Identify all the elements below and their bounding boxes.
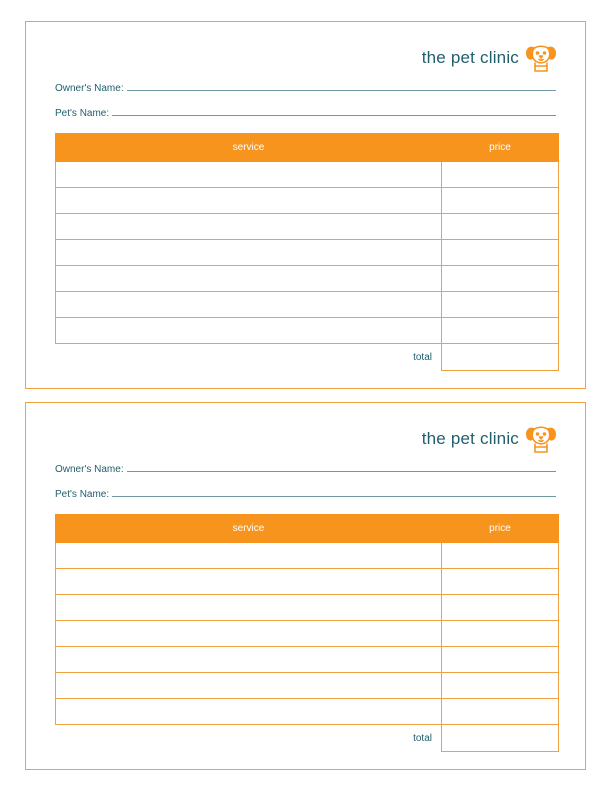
price-cell[interactable] bbox=[442, 543, 559, 569]
dog-icon bbox=[523, 421, 559, 457]
table-row bbox=[56, 543, 559, 569]
table-row bbox=[56, 595, 559, 621]
service-cell[interactable] bbox=[56, 188, 442, 214]
service-cell[interactable] bbox=[56, 569, 442, 595]
invoice-card-2 bbox=[25, 402, 586, 770]
brand-name: the pet clinic bbox=[421, 48, 519, 67]
invoice-card-1 bbox=[25, 21, 586, 389]
price-cell[interactable] bbox=[442, 266, 559, 292]
brand-header bbox=[422, 40, 559, 76]
pet-name-row bbox=[55, 108, 556, 119]
price-cell[interactable] bbox=[442, 214, 559, 240]
price-cell[interactable] bbox=[442, 569, 559, 595]
table-row bbox=[56, 292, 559, 318]
service-cell[interactable] bbox=[56, 647, 442, 673]
service-cell[interactable] bbox=[56, 543, 442, 569]
owner-name-row bbox=[55, 83, 556, 94]
service-cell[interactable] bbox=[56, 699, 442, 725]
service-cell[interactable] bbox=[56, 595, 442, 621]
price-cell[interactable] bbox=[442, 595, 559, 621]
service-cell[interactable] bbox=[56, 162, 442, 188]
price-cell[interactable] bbox=[442, 647, 559, 673]
pet-name-row bbox=[55, 489, 556, 500]
table-row bbox=[56, 621, 559, 647]
owner-name-label: Owner's Name: bbox=[55, 464, 124, 475]
service-cell[interactable] bbox=[56, 266, 442, 292]
table-row bbox=[56, 266, 559, 292]
owner-name-field[interactable] bbox=[127, 471, 556, 472]
price-cell[interactable] bbox=[442, 292, 559, 318]
price-cell[interactable] bbox=[442, 318, 559, 344]
pet-name-field[interactable] bbox=[112, 115, 556, 116]
dog-icon bbox=[523, 40, 559, 76]
service-cell[interactable] bbox=[56, 292, 442, 318]
price-cell[interactable] bbox=[442, 240, 559, 266]
price-column-header: price bbox=[442, 515, 559, 543]
total-value-cell[interactable] bbox=[442, 344, 559, 371]
total-label: total bbox=[56, 344, 442, 371]
owner-name-label: Owner's Name: bbox=[55, 83, 124, 94]
price-cell[interactable] bbox=[442, 673, 559, 699]
owner-name-field[interactable] bbox=[127, 90, 556, 91]
table-row bbox=[56, 162, 559, 188]
service-cell[interactable] bbox=[56, 673, 442, 699]
price-cell[interactable] bbox=[442, 621, 559, 647]
total-row bbox=[56, 725, 559, 752]
table-row bbox=[56, 318, 559, 344]
price-cell[interactable] bbox=[442, 699, 559, 725]
service-cell[interactable] bbox=[56, 318, 442, 344]
service-column-header: service bbox=[56, 515, 442, 543]
table-row bbox=[56, 240, 559, 266]
table-row bbox=[56, 673, 559, 699]
price-column-header: price bbox=[442, 134, 559, 162]
table-row bbox=[56, 699, 559, 725]
service-cell[interactable] bbox=[56, 621, 442, 647]
total-label: total bbox=[56, 725, 442, 752]
pet-name-label: Pet's Name: bbox=[55, 108, 110, 119]
owner-name-row bbox=[55, 464, 556, 475]
pet-name-label: Pet's Name: bbox=[55, 489, 110, 500]
pet-name-field[interactable] bbox=[112, 496, 556, 497]
table-row bbox=[56, 569, 559, 595]
service-table bbox=[55, 133, 559, 371]
service-table bbox=[55, 514, 559, 752]
table-row bbox=[56, 647, 559, 673]
table-row bbox=[56, 188, 559, 214]
total-value-cell[interactable] bbox=[442, 725, 559, 752]
brand-name: the pet clinic bbox=[421, 429, 519, 448]
service-cell[interactable] bbox=[56, 240, 442, 266]
table-row bbox=[56, 214, 559, 240]
total-row bbox=[56, 344, 559, 371]
service-column-header: service bbox=[56, 134, 442, 162]
service-cell[interactable] bbox=[56, 214, 442, 240]
price-cell[interactable] bbox=[442, 188, 559, 214]
price-cell[interactable] bbox=[442, 162, 559, 188]
brand-header bbox=[422, 421, 559, 457]
